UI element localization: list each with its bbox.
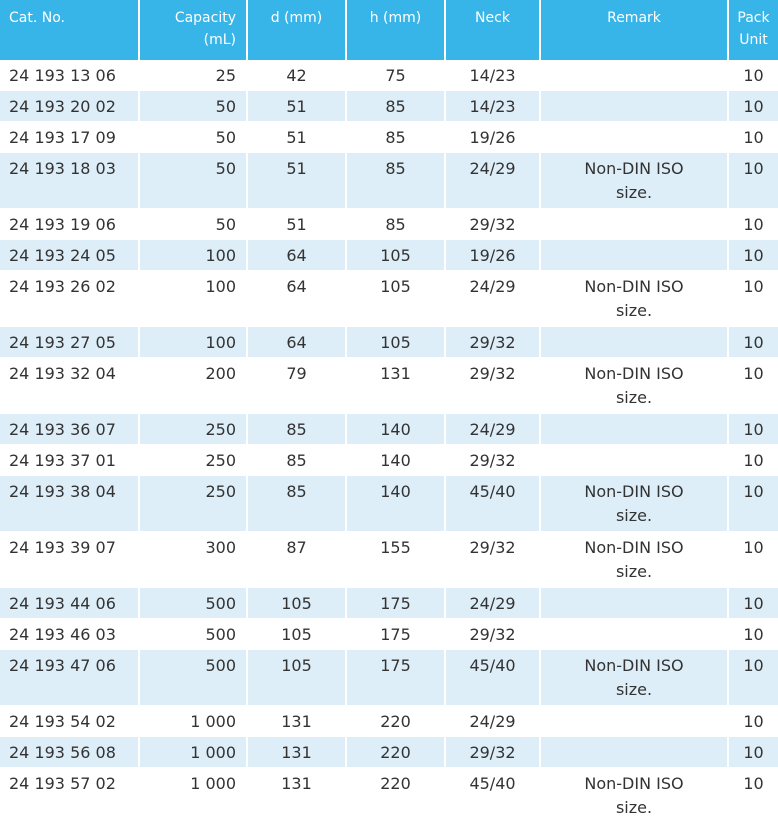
d-cell: 51 xyxy=(247,209,346,240)
d-cell: 51 xyxy=(247,91,346,122)
remark-line: size. xyxy=(615,183,653,202)
header-d xyxy=(247,0,346,60)
table-row xyxy=(0,240,778,271)
remark-line: size. xyxy=(615,562,653,581)
table-row xyxy=(0,358,778,414)
cat-no-cell: 24 193 44 06 xyxy=(0,588,139,619)
capacity-cell: 100 xyxy=(139,240,247,271)
pack-unit-cell: 10 xyxy=(728,414,778,445)
pack-unit-cell: 10 xyxy=(728,91,778,122)
remark-cell xyxy=(540,706,728,737)
h-cell: 140 xyxy=(346,414,445,445)
h-cell: 85 xyxy=(346,153,445,209)
pack-unit-cell: 10 xyxy=(728,209,778,240)
header-line: Remark xyxy=(607,10,661,26)
table-row xyxy=(0,209,778,240)
d-cell: 85 xyxy=(247,414,346,445)
header-remark xyxy=(540,0,728,60)
d-cell: 131 xyxy=(247,706,346,737)
neck-cell: 24/29 xyxy=(445,271,540,327)
cat-no-cell: 24 193 39 07 xyxy=(0,532,139,588)
capacity-cell: 250 xyxy=(139,445,247,476)
h-cell: 175 xyxy=(346,650,445,706)
remark-line: Non-DIN ISO xyxy=(584,656,684,675)
neck-cell: 29/32 xyxy=(445,619,540,650)
pack-unit-cell: 10 xyxy=(728,706,778,737)
table-row xyxy=(0,619,778,650)
remark-line: size. xyxy=(615,388,653,407)
remark-cell xyxy=(540,588,728,619)
neck-cell: 14/23 xyxy=(445,60,540,91)
h-cell: 105 xyxy=(346,327,445,358)
remark-line: Non-DIN ISO xyxy=(584,277,684,296)
h-cell: 105 xyxy=(346,240,445,271)
remark-cell xyxy=(540,209,728,240)
table-row xyxy=(0,271,778,327)
remark-line: size. xyxy=(615,798,653,817)
table-row xyxy=(0,122,778,153)
table-row xyxy=(0,650,778,706)
pack-unit-cell: 10 xyxy=(728,476,778,532)
cat-no-cell: 24 193 19 06 xyxy=(0,209,139,240)
remark-cell xyxy=(540,445,728,476)
neck-cell: 29/32 xyxy=(445,327,540,358)
pack-unit-cell: 10 xyxy=(728,358,778,414)
capacity-cell: 500 xyxy=(139,650,247,706)
remark-cell xyxy=(540,271,728,327)
remark-line: Non-DIN ISO xyxy=(584,364,684,383)
cat-no-cell: 24 193 56 08 xyxy=(0,737,139,768)
neck-cell: 19/26 xyxy=(445,122,540,153)
pack-unit-cell: 10 xyxy=(728,122,778,153)
remark-cell xyxy=(540,737,728,768)
pack-unit-cell: 10 xyxy=(728,532,778,588)
h-cell: 85 xyxy=(346,122,445,153)
pack-unit-cell: 10 xyxy=(728,619,778,650)
remark-cell xyxy=(540,327,728,358)
d-cell: 64 xyxy=(247,240,346,271)
h-cell: 140 xyxy=(346,445,445,476)
remark-line: Non-DIN ISO xyxy=(584,774,684,793)
cat-no-cell: 24 193 26 02 xyxy=(0,271,139,327)
h-cell: 175 xyxy=(346,588,445,619)
neck-cell: 29/32 xyxy=(445,737,540,768)
remark-line: Non-DIN ISO xyxy=(584,159,684,178)
capacity-cell: 200 xyxy=(139,358,247,414)
d-cell: 79 xyxy=(247,358,346,414)
remark-cell xyxy=(540,60,728,91)
capacity-cell: 300 xyxy=(139,532,247,588)
cat-no-cell: 24 193 36 07 xyxy=(0,414,139,445)
header-row xyxy=(0,0,778,60)
capacity-cell: 500 xyxy=(139,619,247,650)
capacity-cell: 50 xyxy=(139,153,247,209)
header-neck xyxy=(445,0,540,60)
d-cell: 85 xyxy=(247,445,346,476)
remark-cell xyxy=(540,358,728,414)
pack-unit-cell: 10 xyxy=(728,327,778,358)
neck-cell: 24/29 xyxy=(445,414,540,445)
d-cell: 87 xyxy=(247,532,346,588)
d-cell: 64 xyxy=(247,271,346,327)
remark-line: size. xyxy=(615,301,653,320)
remark-line: Non-DIN ISO xyxy=(584,482,684,501)
table-header xyxy=(0,0,778,60)
table-row xyxy=(0,91,778,122)
table-row xyxy=(0,414,778,445)
d-cell: 105 xyxy=(247,619,346,650)
capacity-cell: 500 xyxy=(139,588,247,619)
h-cell: 220 xyxy=(346,706,445,737)
capacity-cell: 1 000 xyxy=(139,706,247,737)
neck-cell: 29/32 xyxy=(445,445,540,476)
header-h xyxy=(346,0,445,60)
header-cat-no xyxy=(0,0,139,60)
cat-no-cell: 24 193 38 04 xyxy=(0,476,139,532)
remark-cell xyxy=(540,240,728,271)
table-row xyxy=(0,327,778,358)
header-pack-unit xyxy=(728,0,778,60)
header-line: Capacity xyxy=(174,10,236,26)
neck-cell: 29/32 xyxy=(445,358,540,414)
pack-unit-cell: 10 xyxy=(728,650,778,706)
neck-cell: 24/29 xyxy=(445,153,540,209)
remark-cell xyxy=(540,91,728,122)
remark-cell xyxy=(540,122,728,153)
d-cell: 131 xyxy=(247,768,346,824)
table-row xyxy=(0,445,778,476)
neck-cell: 29/32 xyxy=(445,209,540,240)
h-cell: 140 xyxy=(346,476,445,532)
remark-cell xyxy=(540,768,728,824)
neck-cell: 24/29 xyxy=(445,588,540,619)
table-row xyxy=(0,532,778,588)
header-line: Pack xyxy=(737,10,770,26)
d-cell: 105 xyxy=(247,650,346,706)
h-cell: 105 xyxy=(346,271,445,327)
d-cell: 85 xyxy=(247,476,346,532)
table-row xyxy=(0,476,778,532)
cat-no-cell: 24 193 57 02 xyxy=(0,768,139,824)
neck-cell: 19/26 xyxy=(445,240,540,271)
cat-no-cell: 24 193 20 02 xyxy=(0,91,139,122)
header-line: Neck xyxy=(475,10,510,26)
table-row xyxy=(0,588,778,619)
cat-no-cell: 24 193 24 05 xyxy=(0,240,139,271)
capacity-cell: 100 xyxy=(139,271,247,327)
d-cell: 105 xyxy=(247,588,346,619)
table-row xyxy=(0,153,778,209)
pack-unit-cell: 10 xyxy=(728,271,778,327)
capacity-cell: 25 xyxy=(139,60,247,91)
remark-line: Non-DIN ISO xyxy=(584,538,684,557)
neck-cell: 45/40 xyxy=(445,650,540,706)
header-line: d (mm) xyxy=(270,10,323,26)
header-line: h (mm) xyxy=(369,10,422,26)
cat-no-cell: 24 193 46 03 xyxy=(0,619,139,650)
h-cell: 220 xyxy=(346,737,445,768)
capacity-cell: 250 xyxy=(139,414,247,445)
h-cell: 175 xyxy=(346,619,445,650)
capacity-cell: 50 xyxy=(139,122,247,153)
cat-no-cell: 24 193 17 09 xyxy=(0,122,139,153)
table-row xyxy=(0,737,778,768)
cat-no-cell: 24 193 54 02 xyxy=(0,706,139,737)
capacity-cell: 50 xyxy=(139,209,247,240)
neck-cell: 14/23 xyxy=(445,91,540,122)
capacity-cell: 100 xyxy=(139,327,247,358)
table-row xyxy=(0,706,778,737)
neck-cell: 45/40 xyxy=(445,476,540,532)
cat-no-cell: 24 193 18 03 xyxy=(0,153,139,209)
remark-cell xyxy=(540,650,728,706)
d-cell: 131 xyxy=(247,737,346,768)
cat-no-cell: 24 193 37 01 xyxy=(0,445,139,476)
capacity-cell: 1 000 xyxy=(139,737,247,768)
remark-cell xyxy=(540,153,728,209)
pack-unit-cell: 10 xyxy=(728,445,778,476)
remark-cell xyxy=(540,476,728,532)
header-line: Cat. No. xyxy=(9,10,65,26)
capacity-cell: 1 000 xyxy=(139,768,247,824)
table-row xyxy=(0,60,778,91)
remark-line: size. xyxy=(615,680,653,699)
capacity-cell: 50 xyxy=(139,91,247,122)
neck-cell: 45/40 xyxy=(445,768,540,824)
h-cell: 85 xyxy=(346,209,445,240)
capacity-cell: 250 xyxy=(139,476,247,532)
h-cell: 155 xyxy=(346,532,445,588)
pack-unit-cell: 10 xyxy=(728,588,778,619)
d-cell: 51 xyxy=(247,153,346,209)
header-line: (mL) xyxy=(203,32,236,48)
h-cell: 75 xyxy=(346,60,445,91)
header-line: Unit xyxy=(739,32,768,48)
cat-no-cell: 24 193 32 04 xyxy=(0,358,139,414)
pack-unit-cell: 10 xyxy=(728,240,778,271)
header-capacity xyxy=(139,0,247,60)
h-cell: 85 xyxy=(346,91,445,122)
table-row xyxy=(0,768,778,824)
h-cell: 220 xyxy=(346,768,445,824)
neck-cell: 29/32 xyxy=(445,532,540,588)
d-cell: 64 xyxy=(247,327,346,358)
pack-unit-cell: 10 xyxy=(728,153,778,209)
pack-unit-cell: 10 xyxy=(728,768,778,824)
d-cell: 42 xyxy=(247,60,346,91)
cat-no-cell: 24 193 27 05 xyxy=(0,327,139,358)
remark-line: size. xyxy=(615,506,653,525)
cat-no-cell: 24 193 47 06 xyxy=(0,650,139,706)
neck-cell: 24/29 xyxy=(445,706,540,737)
remark-cell xyxy=(540,532,728,588)
remark-cell xyxy=(540,414,728,445)
cat-no-cell: 24 193 13 06 xyxy=(0,60,139,91)
pack-unit-cell: 10 xyxy=(728,737,778,768)
d-cell: 51 xyxy=(247,122,346,153)
remark-cell xyxy=(540,619,728,650)
table-body xyxy=(0,60,778,824)
pack-unit-cell: 10 xyxy=(728,60,778,91)
h-cell: 131 xyxy=(346,358,445,414)
